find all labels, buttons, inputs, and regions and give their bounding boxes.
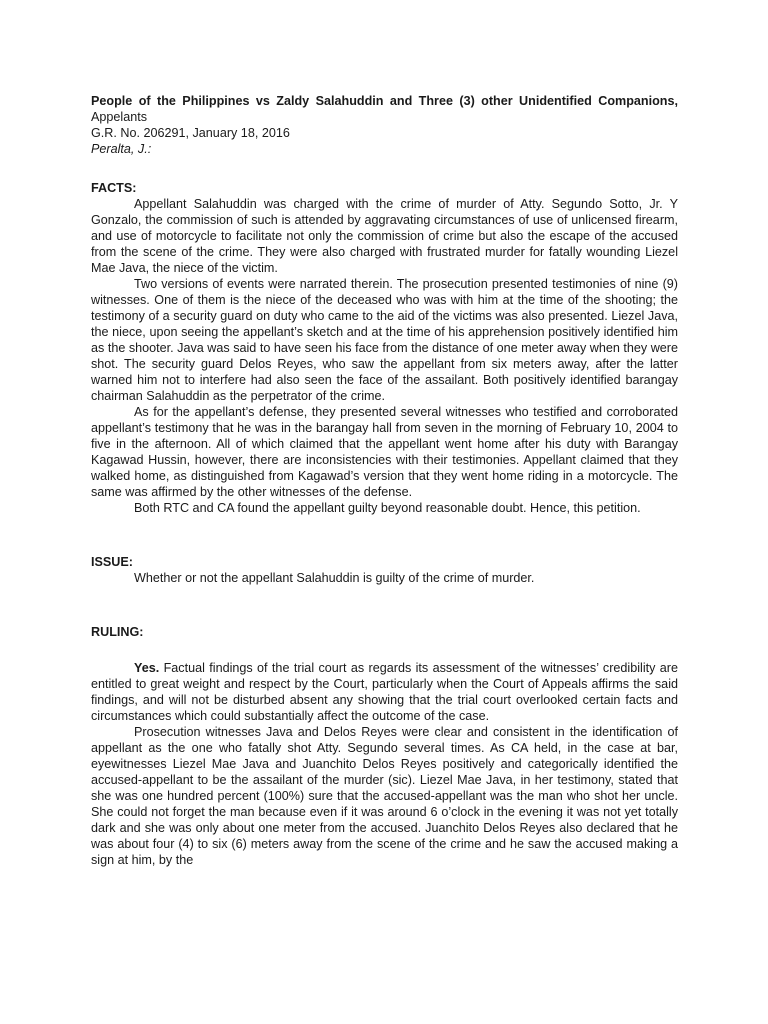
case-citation: G.R. No. 206291, January 18, 2016 xyxy=(91,126,290,140)
ruling-verdict: Yes. xyxy=(134,661,160,675)
facts-paragraph: Both RTC and CA found the appellant guilty beyond reasonable doubt. Hence, this petition. xyxy=(134,501,641,515)
ruling-paragraph: Prosecution witnesses Java and Delos Reyes were clear and consistent in the identification of appellant as the one who fatally shot Atty. Segundo several times. As CA held, in the case at bar, eyewitnesses Liezel Mae Java and Juanchito Delos Reyes positively and categorically identified the accused-appellant to be the assailant of the murder (sic). Liezel Mae Java, in her testimony, stated that she was one hundred percent (100%) sure that the accused-appellant was the man who shot her uncle. She could not forget the man because even if it was around 6 o’clock in the evening it was not yet totally dark and she was only about one meter from the accused. Juanchito Delos Reyes also declared that he was about four (4) to six (6) meters away from the scene of the crime and he saw the accused making a sign at him, by the xyxy=(91,725,678,867)
case-title-role: Appelants xyxy=(91,110,148,124)
facts-paragraph: Appellant Salahuddin was charged with the crime of murder of Atty. Segundo Sotto, Jr. Y Gonzalo, the commission of such is attended by aggravating circumstances of use of unlicensed firearm, and use of motorcycle to facilitate not only the commission of crime but also the escape of the accused from the scene of the crime. They were also charged with frustrated murder for fatally wounding Liezel Mae Java, the niece of the victim. xyxy=(91,197,678,275)
case-title xyxy=(91,93,678,125)
issue-heading: ISSUE: xyxy=(91,555,133,569)
ruling-paragraph-text: Factual findings of the trial court as regards its assessment of the witnesses’ credibility are entitled to great weight and respect by the Court, particularly when the Court of Appeals affirms the said findings, and will not be disturbed absent any showing that the trial court overlooked certain facts and circumstances which could substantially affect the outcome of the case. xyxy=(91,661,678,723)
case-title-parties: People of the Philippines vs Zaldy Salahuddin and Three (3) other Unidentified Companions, xyxy=(91,94,678,108)
ruling-heading: RULING: xyxy=(91,625,144,639)
case-header xyxy=(91,93,678,157)
facts-paragraph: Two versions of events were narrated therein. The prosecution presented testimonies of nine (9) witnesses. One of them is the niece of the deceased who was with him at the time of the shooting; the testimony of a security guard on duty who came to the aid of the victims was also presented. Liezel Java, the niece, upon seeing the appellant’s sketch and at the time of his apprehension positively identified him as the shooter. Java was said to have seen his face from the distance of one meter away when they were shot. The security guard Delos Reyes, who saw the appellant from six meters away, after the latter warned him not to interfere had also seen the face of the assailant. Both positively identified barangay chairman Salahuddin as the perpetrator of the crime. xyxy=(91,277,678,403)
issue-paragraph: Whether or not the appellant Salahuddin is guilty of the crime of murder. xyxy=(134,571,535,585)
ruling-paragraph xyxy=(91,660,678,724)
facts-paragraph: As for the appellant’s defense, they presented several witnesses who testified and corroborated appellant’s testimony that he was in the barangay hall from seven in the morning of February 10, 2004 to five in the afternoon. All of which claimed that the appellant went home after his duty with Barangay Kagawad Hussin, however, there are inconsistencies with their testimonies. Appellant claimed that they walked home, as distinguished from Kagawad’s version that they went home riding in a motorcycle. The same was affirmed by the other witnesses of the defense. xyxy=(91,405,678,499)
document-page xyxy=(91,93,678,868)
case-ponente: Peralta, J.: xyxy=(91,142,152,156)
facts-heading: FACTS: xyxy=(91,181,137,195)
